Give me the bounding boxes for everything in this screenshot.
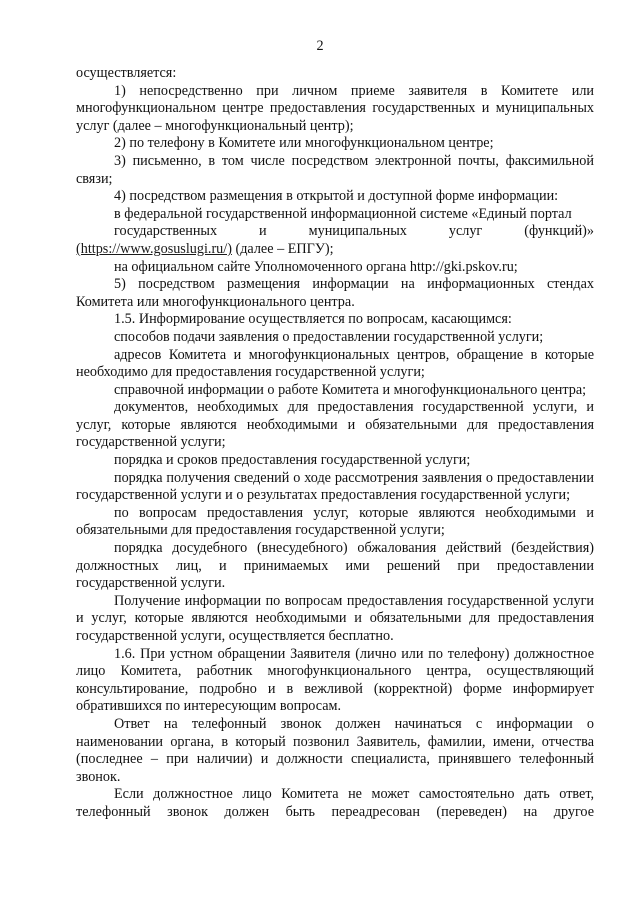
gosuslugi-link[interactable]: (https://www.gosuslugi.ru/) (76, 240, 232, 257)
paragraph-text: государственных и муниципальных услуг (функций)» (114, 223, 594, 240)
paragraph: способов подачи заявления о предоставлении государственной услуги; (114, 328, 544, 345)
paragraph: в федеральной государственной информационной системе «Единый портал (114, 205, 572, 222)
paragraph: порядка досудебного (внесудебного) обжалования действий (бездействия) должностных лиц, и принимаемых ими решений при предоставлении государственной услуги. (76, 540, 594, 592)
paragraph: порядка и сроков предоставления государственной услуги; (114, 452, 471, 469)
section-heading: 1.5. Информирование осуществляется по вопросам, касающимся: (114, 311, 512, 328)
paragraph: Получение информации по вопросам предоставления государственной услуги и услуг, которые являются необходимыми и обязательными для предоставления государственной услуги, осуществляется бесплатно. (76, 592, 594, 644)
paragraph-text: (далее – ЕПГУ); (231, 240, 334, 257)
paragraph: документов, необходимых для предоставления государственной услуги, и услуг, которые являются необходимыми и обязательными для предоставления государственной услуги; (76, 399, 594, 451)
paragraph: на официальном сайте Уполномоченного органа http://gki.pskov.ru; (114, 258, 518, 275)
paragraph: 3) письменно, в том числе посредством электронной почты, факсимильной связи; (76, 152, 594, 187)
paragraph: Ответ на телефонный звонок должен начинаться с информации о наименовании органа, в который позвонил Заявитель, фамилии, имени, отчества (последнее – при наличии) и должности специалиста, принявшего телефонный звонок. (76, 715, 594, 785)
paragraph: Если должностное лицо Комитета не может самостоятельно дать ответ, телефонный звонок должен быть переадресован (переведен) на другое (76, 786, 594, 820)
paragraph: 1) непосредственно при личном приеме заявителя в Комитете или многофункциональном центре предоставления государственных и муниципальных услуг (далее – многофункциональный центр); (76, 82, 594, 134)
paragraph-with-link (76, 223, 594, 258)
paragraph: осуществляется: (76, 65, 177, 81)
document-body (76, 65, 594, 822)
paragraph: справочной информации о работе Комитета и многофункционального центра; (114, 381, 587, 398)
section-heading: 1.6. При устном обращении Заявителя (лично или по телефону) должностное лицо Комитета, работник многофункционального центра, осуществляющий консультирование, подробно и в вежливой (корректной) форме информирует обратившихся по интересующим вопросам. (76, 645, 594, 715)
paragraph: 2) по телефону в Комитете или многофункциональном центре; (114, 135, 494, 152)
paragraph: по вопросам предоставления услуг, которые являются необходимыми и обязательными для предоставления государственной услуги; (76, 504, 594, 539)
paragraph: 5) посредством размещения информации на информационных стендах Комитета или многофункционального центра. (76, 276, 594, 310)
page-number: 2 (316, 38, 324, 54)
paragraph: 4) посредством размещения в открытой и доступной форме информации: (114, 188, 559, 205)
paragraph: адресов Комитета и многофункциональных центров, обращение в которые необходимо для предоставления государственной услуги; (76, 346, 594, 381)
paragraph: порядка получения сведений о ходе рассмотрения заявления о предоставлении государственной услуги и о результатах предоставления государственной услуги; (76, 469, 594, 504)
